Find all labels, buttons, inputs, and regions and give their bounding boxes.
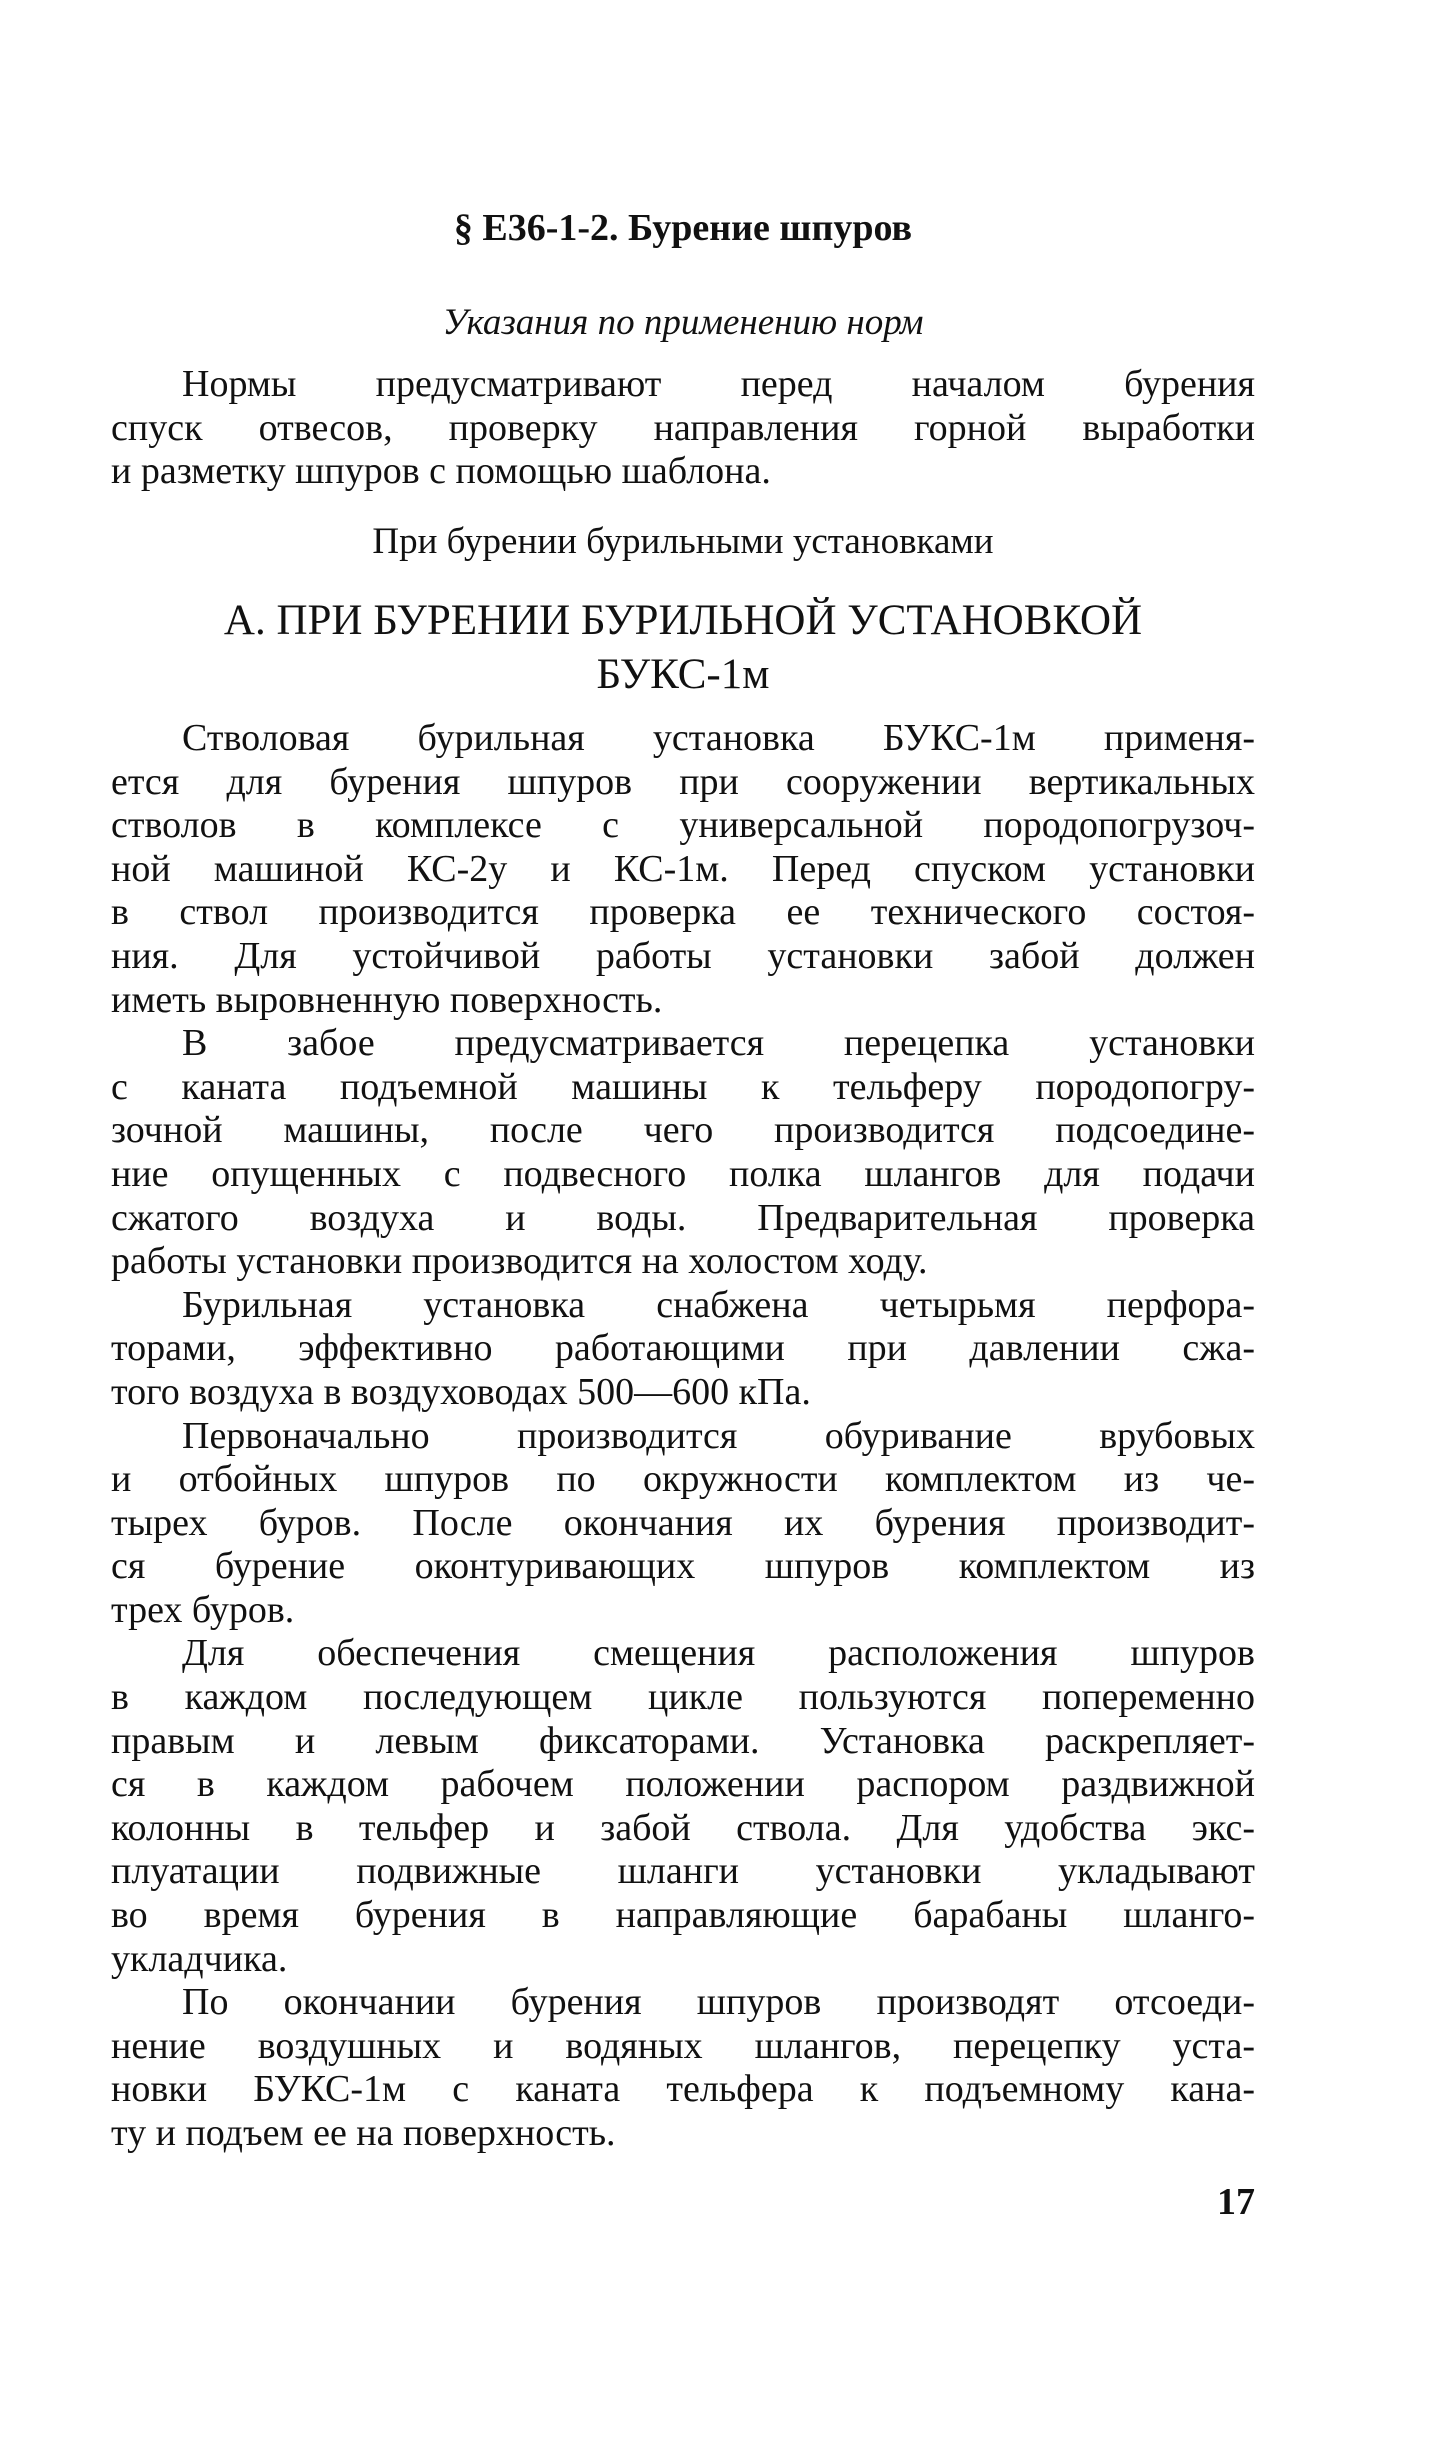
text-line: сжатого воздуха и воды. Предварительная проверка xyxy=(111,1196,1255,1239)
page-number: 17 xyxy=(1217,2181,1255,2223)
paragraph xyxy=(111,1284,1255,1415)
text-line: ту и подъем ее на поверхность. xyxy=(111,2112,616,2154)
text-line: в каждом последующем цикле пользуются попеременно xyxy=(111,1676,1255,1719)
subsection-heading xyxy=(111,594,1255,702)
text-line: работы установки производится на холостом ходу. xyxy=(111,1240,928,1283)
text-line: того воздуха в воздуховодах 500—600 кПа. xyxy=(111,1370,811,1413)
body-text xyxy=(111,717,1255,2156)
text-line: ние опущенных с подвесного полка шлангов для подачи xyxy=(111,1152,1255,1195)
text-line: Нормы предусматривают перед началом бурения xyxy=(182,363,1255,405)
text-line: спуск отвесов, проверку направления горной выработки xyxy=(111,406,1255,449)
text-line: В забое предусматривается перецепка установки xyxy=(182,1022,1255,1065)
paragraph xyxy=(111,1632,1255,1981)
text-line: торами, эффективно работающими при давлении сжа- xyxy=(111,1327,1255,1370)
text-line: зочной машины, после чего производится подсоедине- xyxy=(111,1109,1255,1152)
text-line: стволов в комплексе с универсальной породопогрузоч- xyxy=(111,804,1255,847)
text-line: колонны в тельфер и забой ствола. Для удобства экс- xyxy=(111,1806,1255,1849)
subsection-heading-line: БУКС-1м xyxy=(596,651,770,698)
text-line: иметь выровненную поверхность. xyxy=(111,978,663,1021)
section-heading: При бурении бурильными установками xyxy=(372,521,994,562)
paragraph xyxy=(111,1415,1255,1633)
text-line: ется для бурения шпуров при сооружении вертикальных xyxy=(111,760,1255,803)
text-line: Бурильная установка снабжена четырьмя перфора- xyxy=(182,1283,1255,1326)
text-line: во время бурения в направляющие барабаны шланго- xyxy=(111,1894,1255,1937)
text-line: плуатации подвижные шланги установки укладывают xyxy=(111,1850,1255,1893)
text-line: правым и левым фиксаторами. Установка раскрепляет- xyxy=(111,1719,1255,1762)
paragraph xyxy=(111,1022,1255,1284)
intro-paragraph xyxy=(111,363,1255,494)
text-line: ся в каждом рабочем положении распором раздвижной xyxy=(111,1763,1255,1806)
text-line: ния. Для устойчивой работы установки забой должен xyxy=(111,934,1255,977)
text-line: Стволовая бурильная установка БУКС-1м применя- xyxy=(182,717,1255,759)
subtitle: Указания по применению норм xyxy=(442,302,924,343)
text-line: нение воздушных и водяных шлангов, перецепку уста- xyxy=(111,2024,1255,2067)
text-line: с каната подъемной машины к тельферу породопогру- xyxy=(111,1065,1255,1108)
section-title: § Е36-1-2. Бурение шпуров xyxy=(453,207,913,249)
text-line: новки БУКС-1м с каната тельфера к подъемному кана- xyxy=(111,2068,1255,2111)
paragraph xyxy=(111,1981,1255,2155)
subsection-heading-line: А. ПРИ БУРЕНИИ БУРИЛЬНОЙ УСТАНОВКОЙ xyxy=(223,597,1143,644)
text-line: укладчика. xyxy=(111,1937,288,1980)
text-line: ной машиной КС-2у и КС-1м. Перед спуском установки xyxy=(111,847,1255,890)
text-line: в ствол производится проверка ее технического состоя- xyxy=(111,891,1255,934)
text-line: Первоначально производится обуривание врубовых xyxy=(182,1414,1255,1457)
text-line: Для обеспечения смещения расположения шпуров xyxy=(182,1632,1255,1675)
text-line: тырех буров. После окончания их бурения производит- xyxy=(111,1501,1255,1544)
text-line: трех буров. xyxy=(111,1588,295,1631)
text-line: По окончании бурения шпуров производят отсоеди- xyxy=(182,1981,1255,2024)
paragraph xyxy=(111,717,1255,1022)
text-line: и разметку шпуров с помощью шаблона. xyxy=(111,450,771,493)
text-line: ся бурение оконтуривающих шпуров комплектом из xyxy=(111,1545,1255,1588)
text-line: и отбойных шпуров по окружности комплектом из че- xyxy=(111,1458,1255,1501)
